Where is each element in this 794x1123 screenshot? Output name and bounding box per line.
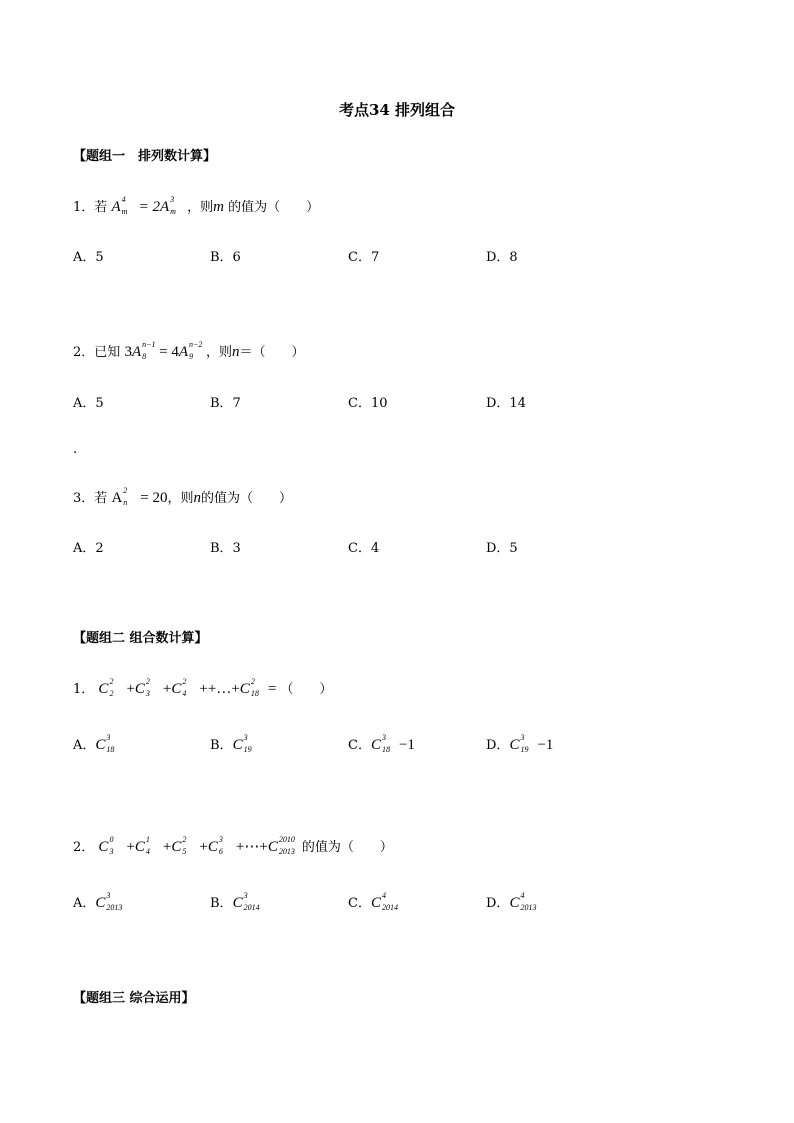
- formula-g2-q2: C 0 3 +C 1 4 +C 2 5 +C 3 6 +⋯+C 2010 2013: [98, 835, 295, 856]
- option-a: A．2: [73, 541, 104, 556]
- section-heading-group2: 【题组二 组合数计算】: [73, 631, 208, 646]
- option-formula: C 4 2013: [509, 891, 537, 912]
- option-c: C．4: [348, 541, 380, 556]
- option-a: [73, 891, 129, 913]
- option-formula: C 3 18 −1: [370, 733, 415, 754]
- question-variable: n: [232, 344, 240, 360]
- option-formula: C 3 19 −1: [509, 733, 554, 754]
- question-g1-q3: [73, 486, 293, 508]
- option-b: [210, 891, 267, 913]
- section-heading-group1: 【题组一 排列数计算】: [73, 149, 217, 164]
- option-d: [486, 733, 554, 755]
- option-a: A．5: [73, 250, 104, 265]
- formula-g1-q2: 3A n−1 8 = 4A n−2 9: [124, 340, 203, 361]
- question-g1-q2: [73, 340, 305, 362]
- question-number: 2．: [73, 840, 95, 855]
- option-formula: C 3 2013: [95, 891, 123, 912]
- option-a: [73, 733, 123, 755]
- question-mid: ，则: [167, 491, 194, 506]
- formula-g2-q1: C 2 2 +C 2 3 +C 2 4 ++…+C 2 18 =: [98, 677, 277, 698]
- option-formula: C 3 19: [232, 733, 252, 754]
- option-label: C．: [348, 738, 371, 753]
- question-tail: （ ）: [280, 682, 333, 697]
- option-c: C．10: [348, 396, 388, 411]
- question-tail: 的值为（ ）: [201, 491, 293, 506]
- question-number: 1．: [73, 200, 95, 215]
- option-b: B．3: [210, 541, 241, 556]
- question-g1-q1: [73, 195, 320, 217]
- option-d: [486, 891, 543, 913]
- option-formula: C 3 18: [95, 733, 115, 754]
- section-heading-group3: 【题组三 综合运用】: [73, 991, 195, 1006]
- option-formula: C 3 2014: [232, 891, 260, 912]
- option-d: D．5: [486, 541, 518, 556]
- option-c: C．7: [348, 250, 380, 265]
- option-c: [348, 891, 405, 913]
- option-label: A．: [73, 896, 96, 911]
- option-d: D．8: [486, 250, 518, 265]
- question-number: 3．: [73, 491, 95, 506]
- question-prefix: 若: [94, 200, 108, 215]
- option-d: D．14: [486, 396, 526, 411]
- option-label: A．: [73, 738, 96, 753]
- option-c: [348, 733, 415, 755]
- page-title: 考点34 排列组合: [338, 101, 456, 119]
- question-tail: 的值为（ ）: [224, 200, 320, 215]
- question-variable: n: [193, 490, 202, 506]
- question-prefix: 已知: [94, 345, 121, 360]
- option-label: B．: [210, 896, 233, 911]
- option-label: D．: [486, 896, 510, 911]
- question-mid: ，则: [206, 345, 233, 360]
- option-label: C．: [348, 896, 371, 911]
- question-prefix: 若: [94, 491, 108, 506]
- question-g2-q1: [73, 677, 333, 699]
- question-variable: m: [213, 199, 225, 215]
- question-number: 2．: [73, 345, 95, 360]
- option-label: D．: [486, 738, 510, 753]
- stray-dot: .: [73, 442, 78, 457]
- question-number: 1．: [73, 682, 95, 697]
- option-b: [210, 733, 261, 755]
- option-formula: C 4 2014: [370, 891, 398, 912]
- question-tail: ＝（ ）: [239, 345, 305, 360]
- option-a: A．5: [73, 396, 104, 411]
- question-mid: ，则: [187, 200, 214, 215]
- question-g2-q2: [73, 835, 393, 857]
- question-tail: 的值为（ ）: [301, 840, 393, 855]
- option-label: B．: [210, 738, 233, 753]
- formula-g1-q3: A 2 n = 20: [111, 486, 168, 507]
- option-b: B．7: [210, 396, 241, 411]
- option-b: B．6: [210, 250, 241, 265]
- formula-g1-q1: A 4 m = 2A 3 m: [111, 195, 176, 216]
